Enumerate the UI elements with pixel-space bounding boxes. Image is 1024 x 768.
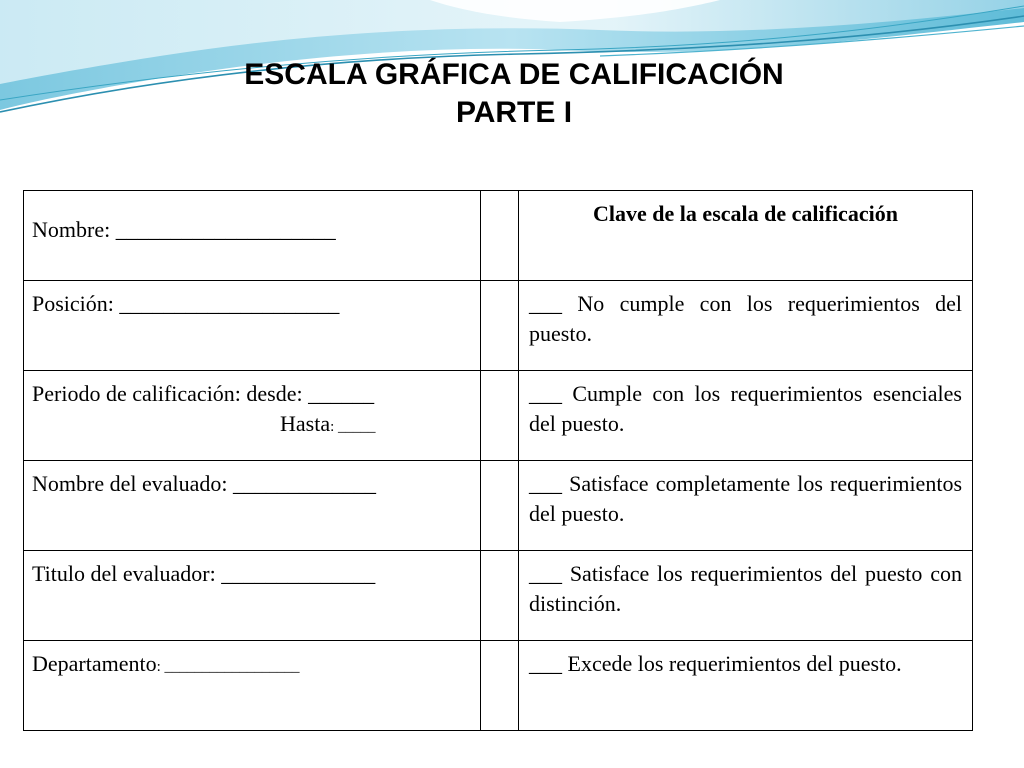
- spacer-cell: [481, 461, 519, 551]
- form-field-cell: [24, 461, 481, 551]
- field-periodo-hasta: [32, 409, 472, 442]
- field-titulo-evaluador: Titulo del evaluador: ______________: [32, 561, 376, 586]
- rating-form-table: [23, 190, 973, 731]
- key-option-cell: [519, 641, 973, 731]
- form-field-cell: [24, 641, 481, 731]
- title-line-1: ESCALA GRÁFICA DE CALIFICACIÓN: [244, 58, 784, 91]
- key-header: Clave de la escala de calificación: [593, 201, 898, 226]
- spacer-cell: [481, 281, 519, 371]
- field-departamento: [24, 641, 480, 682]
- key-option-satisface-distincion: ___ Satisface los requerimientos del puesto con distinción.: [529, 561, 962, 616]
- form-field-cell: [24, 551, 481, 641]
- table-row: [24, 551, 973, 641]
- table-row: [24, 371, 973, 461]
- key-header-cell: [519, 191, 973, 281]
- key-option-cell: [519, 461, 973, 551]
- field-nombre-evaluado: Nombre del evaluado: _____________: [32, 471, 376, 496]
- departamento-label: Departamento: [32, 651, 157, 676]
- key-option-cell: [519, 281, 973, 371]
- spacer-cell: [481, 371, 519, 461]
- form-field-cell: [24, 281, 481, 371]
- spacer-cell: [481, 641, 519, 731]
- key-option-excede: ___ Excede los requerimientos del puesto.: [529, 651, 902, 676]
- slide-title: [0, 56, 1024, 132]
- table-row: [24, 281, 973, 371]
- key-option-cumple: ___ Cumple con los requerimientos esenciales del puesto.: [529, 381, 962, 436]
- title-line-2: PARTE I: [455, 96, 573, 129]
- form-field-cell: [24, 191, 481, 281]
- hasta-blank: : _____: [330, 419, 376, 435]
- key-option-cell: [519, 551, 973, 641]
- table-row: [24, 191, 973, 281]
- field-periodo: [24, 371, 480, 442]
- field-nombre: Nombre: ____________________: [32, 217, 336, 242]
- hasta-label: Hasta: [280, 411, 331, 436]
- table-row: [24, 461, 973, 551]
- key-option-satisface-completamente: ___ Satisface completamente los requerimientos del puesto.: [529, 471, 962, 526]
- field-periodo-desde: Periodo de calificación: desde: ______: [32, 381, 375, 406]
- field-posicion: Posición: ____________________: [32, 291, 340, 316]
- key-option-cell: [519, 371, 973, 461]
- key-option-no-cumple: ___ No cumple con los requerimientos del puesto.: [529, 291, 962, 346]
- spacer-cell: [481, 551, 519, 641]
- departamento-blank: : __________________: [156, 659, 300, 675]
- table-row: [24, 641, 973, 731]
- form-field-cell: [24, 371, 481, 461]
- spacer-cell: [481, 191, 519, 281]
